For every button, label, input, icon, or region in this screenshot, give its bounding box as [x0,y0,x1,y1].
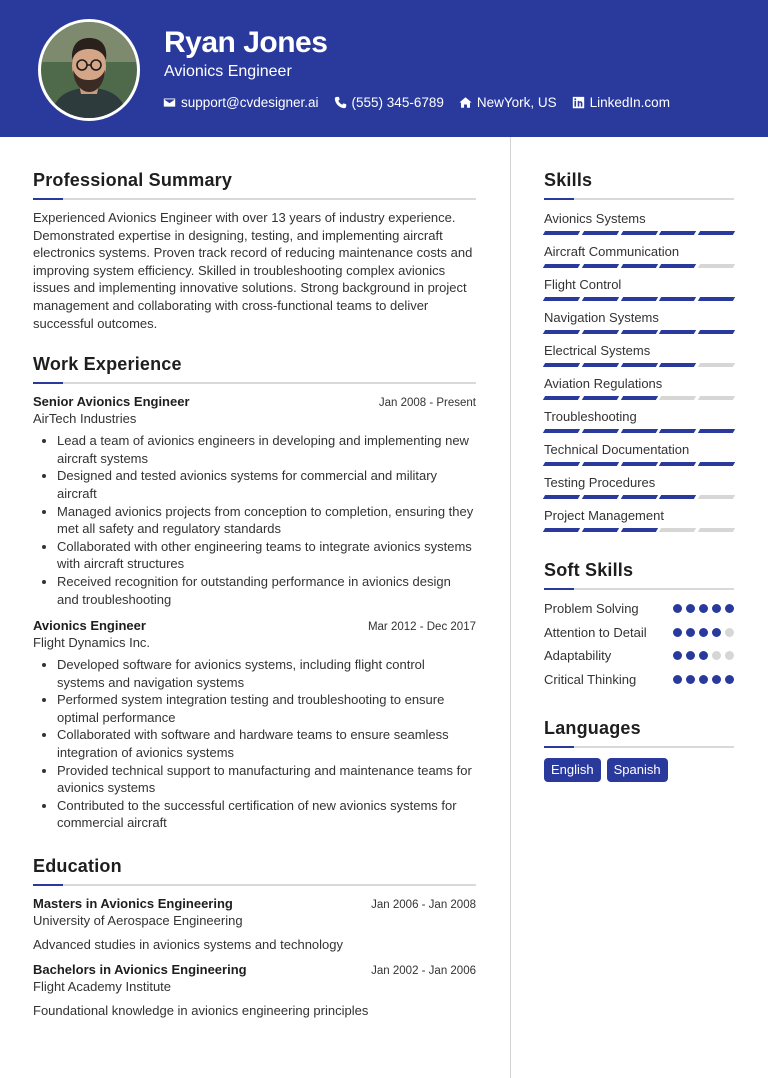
soft-skill-item [544,647,734,665]
education-heading: Education [33,856,122,877]
work-section [33,354,476,832]
rating-dot [673,675,682,684]
skill-level-segment [582,462,619,466]
main-column [33,170,476,1018]
education-description: Advanced studies in avionics systems and technology [33,937,344,953]
skill-item [544,409,734,433]
job-company: AirTech Industries [33,411,137,427]
job-bullet: Received recognition for outstanding performance in avionics design and troubleshooting [33,573,476,608]
soft-skill-item [544,624,734,642]
skill-item [544,508,734,532]
rating-dot [686,628,695,637]
sidebar-column [544,170,734,782]
contact-row [163,95,685,110]
education-date: Jan 2002 - Jan 2006 [371,965,476,978]
rating-dot [712,628,721,637]
skill-level-segment [582,495,619,499]
profile-photo [41,22,137,118]
summary-section [33,170,476,332]
job-title: Senior Avionics Engineer [33,394,190,410]
skill-level-segment [659,528,696,532]
education-header [33,962,476,977]
job-date: Mar 2012 - Dec 2017 [367,621,476,634]
avatar [38,19,140,121]
skill-level-segment [659,297,696,301]
skill-item [544,211,734,235]
rating-dot [699,675,708,684]
skill-level-segment [659,363,696,367]
skill-item [544,277,734,301]
skill-item [544,343,734,367]
skill-item [544,376,734,400]
skill-name: Flight Control [544,277,622,292]
skill-level-bar [544,528,734,532]
job-bullet: Developed software for avionics systems, including flight control systems and navigation systems [33,656,476,691]
contact-email[interactable] [163,95,319,110]
skill-level-segment [698,396,735,400]
home-icon [459,96,472,109]
skill-level-segment [698,495,735,499]
education-header [33,896,476,911]
skill-level-bar [544,429,734,433]
skill-name: Technical Documentation [544,442,690,457]
skill-level-bar [544,363,734,367]
skill-name: Aviation Regulations [544,376,663,391]
skill-level-segment [620,330,657,334]
skill-level-segment [620,528,657,532]
skill-level-segment [620,297,657,301]
job-bullet: Contributed to the successful certification of new avionics systems for commercial aircraft [33,797,476,832]
skill-level-segment [698,330,735,334]
skill-name: Electrical Systems [544,343,651,358]
education-date: Jan 2006 - Jan 2008 [371,899,476,912]
rating-dot [686,675,695,684]
skill-level-segment [620,363,657,367]
section-rule [33,382,476,384]
skill-level-segment [698,231,735,235]
school: University of Aerospace Engineering [33,913,243,929]
job-title: Avionics Engineer [33,618,146,634]
language-tag: Spanish [607,758,668,782]
skill-level-segment [620,396,657,400]
languages-heading: Languages [544,718,641,739]
skill-level-segment [582,231,619,235]
skill-name: Project Management [544,508,664,523]
skills-heading: Skills [544,170,593,190]
soft-skills-list [544,600,734,688]
skill-level-segment [543,528,580,532]
skill-level-bar [544,462,734,466]
soft-skill-name: Problem Solving [544,601,639,616]
skill-level-segment [582,264,619,268]
envelope-icon [163,96,176,109]
job-entry [33,394,476,608]
language-tags [544,758,734,782]
rating-dot [712,675,721,684]
education-description: Foundational knowledge in avionics engineering principles [33,1003,369,1019]
skill-level-bar [544,495,734,499]
skill-item [544,310,734,334]
rating-dot [712,651,721,660]
soft-skill-item [544,600,734,618]
skill-level-segment [620,462,657,466]
job-bullets [33,432,476,608]
soft-skill-rating [673,675,734,684]
skill-level-segment [698,363,735,367]
soft-skill-name: Critical Thinking [544,671,637,687]
skill-level-bar [544,231,734,235]
education-entry [33,896,476,952]
skill-level-segment [582,330,619,334]
rating-dot [725,675,734,684]
skill-level-bar [544,297,734,301]
rating-dot [686,604,695,613]
rating-dot [673,628,682,637]
skill-level-segment [698,429,735,433]
soft-skill-name: Attention to Detail [544,624,647,640]
contact-linkedin-text: LinkedIn.com [589,95,670,110]
skill-level-segment [543,330,580,334]
skill-level-segment [659,330,696,334]
skill-level-segment [659,429,696,433]
rating-dot [712,604,721,613]
skill-level-segment [698,297,735,301]
candidate-title: Avionics Engineer [164,63,292,80]
summary-heading: Professional Summary [33,170,233,190]
rating-dot [725,604,734,613]
section-rule [544,198,734,200]
job-company: Flight Dynamics Inc. [33,635,151,651]
skill-level-segment [698,462,735,466]
skill-level-segment [543,264,580,268]
job-bullet: Collaborated with other engineering teams to integrate avionics systems with aircraft structures [33,538,476,573]
skill-level-segment [620,264,657,268]
skill-level-segment [659,462,696,466]
soft-skills-heading: Soft Skills [544,560,634,580]
section-rule [544,588,734,590]
skill-name: Aircraft Communication [544,244,680,259]
skill-level-segment [582,297,619,301]
skill-name: Navigation Systems [544,310,659,325]
soft-skills-section [544,560,734,688]
skill-level-segment [582,396,619,400]
rating-dot [686,651,695,660]
skill-name: Troubleshooting [544,409,637,424]
skill-level-segment [543,495,580,499]
skill-level-segment [543,396,580,400]
skill-level-segment [543,231,580,235]
section-rule [544,746,734,748]
skill-level-segment [698,264,735,268]
rating-dot [725,651,734,660]
job-bullets [33,656,476,832]
education-entry [33,962,476,1018]
skill-level-segment [620,429,657,433]
column-divider [510,137,511,1078]
header-banner [0,0,768,137]
rating-dot [699,651,708,660]
work-heading: Work Experience [33,354,182,375]
soft-skill-rating [673,651,734,660]
soft-skill-name: Adaptability [544,648,612,664]
degree: Masters in Avionics Engineering [33,896,233,912]
skill-level-segment [582,528,619,532]
rating-dot [699,628,708,637]
skill-level-segment [582,363,619,367]
phone-icon [334,96,347,109]
section-rule [33,884,476,886]
job-bullet: Managed avionics projects from conception to completion, ensuring they met all safety and regulatory standards [33,503,476,538]
contact-location-text: NewYork, US [476,95,557,110]
degree: Bachelors in Avionics Engineering [33,962,247,978]
language-tag: English [544,758,601,782]
soft-skill-rating [673,604,734,613]
skill-level-segment [659,396,696,400]
job-bullet: Collaborated with software and hardware teams to ensure seamless integration of avionics systems [33,726,476,761]
candidate-name: Ryan Jones [164,26,328,59]
school: Flight Academy Institute [33,979,172,995]
summary-text: Experienced Avionics Engineer with over 13 years of industry experience. Demonstrated expertise in designing, testing, and implementing aircraft electronics systems. Proven track record of reducing maintenance costs and improving system efficiency. Skilled in troubleshooting complex avionics issues and implementing innovative solutions. Strong background in project management and collaborating with cross-functional teams to deliver successful outcomes. [33,210,473,331]
skill-level-segment [620,495,657,499]
soft-skill-item [544,671,734,689]
rating-dot [673,651,682,660]
job-header [33,618,476,633]
skill-level-segment [543,462,580,466]
job-bullet: Provided technical support to manufacturing and maintenance teams for avionics systems [33,762,476,797]
skills-section [544,170,734,532]
contact-email-text: support@cvdesigner.ai [181,95,319,110]
section-rule [33,198,476,200]
skill-item [544,244,734,268]
skill-item [544,442,734,466]
soft-skill-rating [673,628,734,637]
skill-level-segment [659,231,696,235]
skill-level-bar [544,330,734,334]
job-date: Jan 2008 - Present [378,397,476,410]
education-section [33,856,476,1018]
skill-level-segment [659,495,696,499]
skill-level-segment [659,264,696,268]
skill-level-segment [582,429,619,433]
skill-level-segment [543,363,580,367]
rating-dot [673,604,682,613]
skill-level-segment [698,528,735,532]
rating-dot [699,604,708,613]
contact-linkedin[interactable] [572,95,670,110]
job-bullet: Designed and tested avionics systems for commercial and military aircraft [33,467,476,502]
contact-phone-text: (555) 345-6789 [351,95,444,110]
skills-list [544,211,734,532]
skill-level-bar [544,396,734,400]
skill-item [544,475,734,499]
job-bullet: Performed system integration testing and troubleshooting to ensure optimal performance [33,691,476,726]
rating-dot [725,628,734,637]
contact-phone[interactable] [334,95,444,110]
skill-level-segment [543,429,580,433]
job-header [33,394,476,409]
job-entry [33,618,476,832]
job-bullet: Lead a team of avionics engineers in developing and implementing new aircraft systems [33,432,476,467]
skill-level-segment [543,297,580,301]
contact-location [459,95,557,110]
skill-name: Testing Procedures [544,475,656,490]
skill-name: Avionics Systems [544,211,646,226]
languages-section [544,718,734,782]
linkedin-icon [572,96,585,109]
skill-level-segment [620,231,657,235]
skill-level-bar [544,264,734,268]
